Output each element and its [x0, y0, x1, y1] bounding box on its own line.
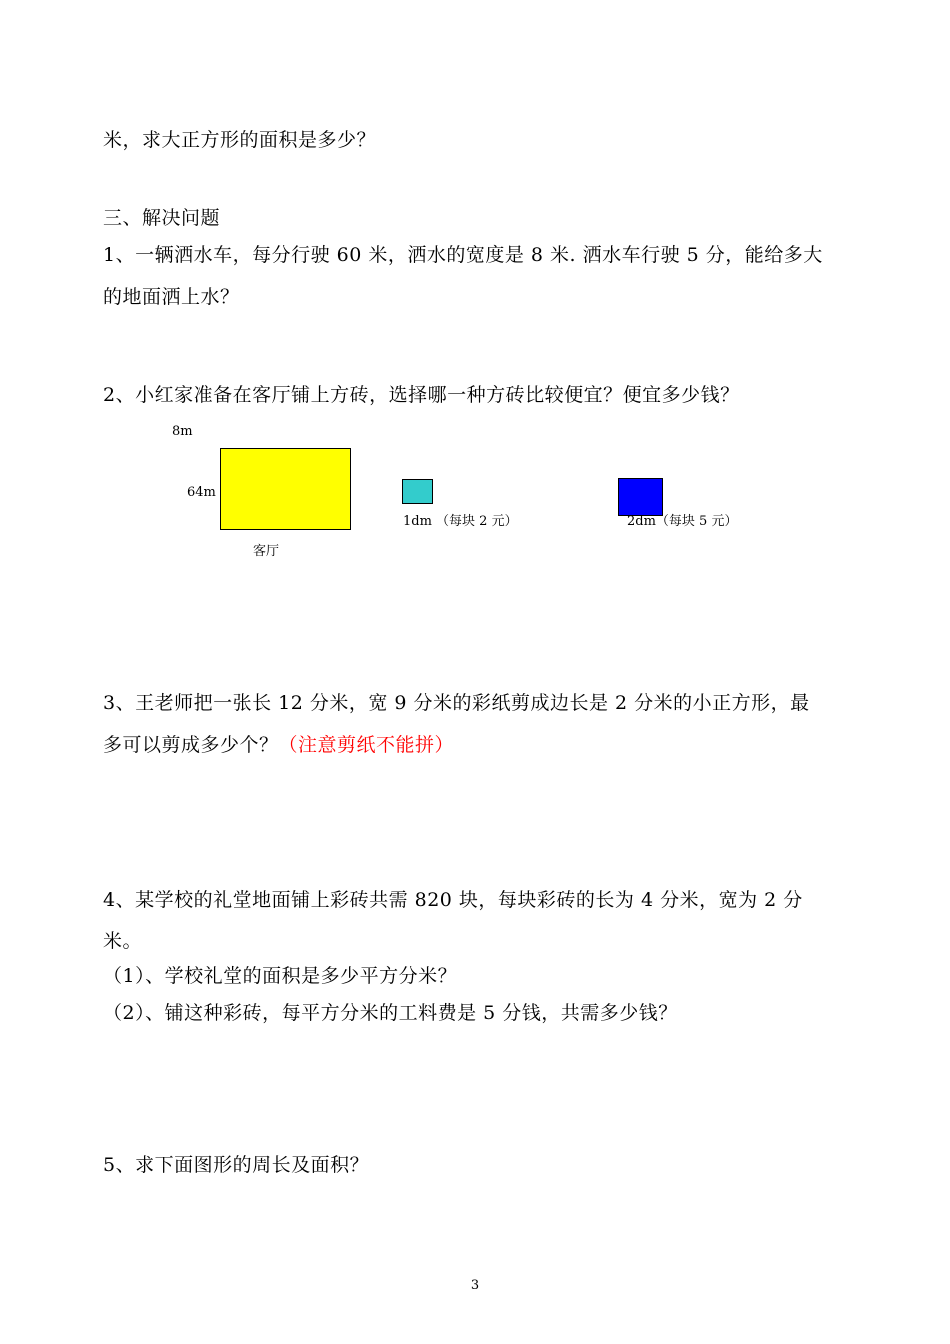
question-1-line-1: 1、一辆洒水车，每分行驶 60 米，洒水的宽度是 8 米. 洒水车行驶 5 分，能给多大	[103, 244, 823, 266]
page-number: 3	[470, 1278, 480, 1293]
question-3-line-1: 3、王老师把一张长 12 分米，宽 9 分米的彩纸剪成边长是 2 分米的小正方形，最	[103, 692, 810, 714]
question-4-line-1: 4、某学校的礼堂地面铺上彩砖共需 820 块，每块彩砖的长为 4 分米，宽为 2 分	[103, 889, 803, 911]
room-height-label: 64m	[187, 485, 216, 500]
question-4-sub-1: （1）、学校礼堂的面积是多少平方分米？	[103, 965, 458, 987]
room-label: 客厅	[253, 544, 280, 559]
living-room-rectangle	[220, 448, 351, 530]
question-4-line-2: 米。	[103, 930, 143, 952]
tile-1dm-label: 1dm （每块 2 元）	[403, 514, 518, 529]
tile-2dm-square	[618, 478, 663, 516]
tile-2dm-label: 2dm（每块 5 元）	[627, 514, 738, 529]
question-1-line-2: 的地面洒上水？	[103, 286, 240, 308]
question-3-note: （注意剪纸不能拼）	[278, 734, 455, 756]
question-2: 2、小红家准备在客厅铺上方砖，选择哪一种方砖比较便宜？便宜多少钱？	[103, 384, 740, 406]
prev-question-continuation: 米，求大正方形的面积是多少？	[103, 129, 377, 151]
section-title: 三、解决问题	[103, 207, 221, 229]
tile-1dm-square	[402, 479, 433, 504]
question-5: 5、求下面图形的周长及面积？	[103, 1154, 370, 1176]
room-width-label: 8m	[172, 424, 193, 439]
question-3-text: 多可以剪成多少个？	[103, 734, 279, 756]
question-4-sub-2: （2）、铺这种彩砖，每平方分米的工料费是 5 分钱，共需多少钱？	[103, 1002, 678, 1024]
question-3-line-2	[103, 733, 454, 757]
